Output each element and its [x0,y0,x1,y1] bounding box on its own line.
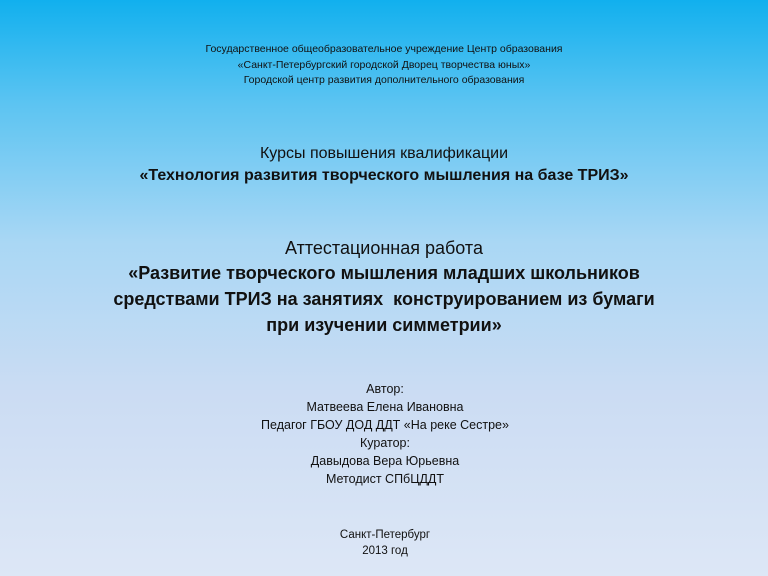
work-title-line-3: при изучении симметрии» [266,315,502,335]
curator-name: Давыдова Вера Юрьевна [310,454,460,468]
footer-city: Санкт-Петербург [339,529,431,541]
work-title-line-2: средствами ТРИЗ на занятиях конструированием из бумаги [113,289,655,309]
curator-position: Методист СПбЦДДТ [325,472,445,486]
author-name: Матвеева Елена Ивановна [306,400,464,414]
work-type: Аттестационная работа [285,238,483,258]
work-title-line-1: «Развитие творческого мышления младших школьников [128,263,640,283]
author-position: Педагог ГБОУ ДОД ДДТ «На реке Сестре» [261,418,509,432]
author-label: Автор: [366,382,404,396]
course-type: Курсы повышения квалификации [259,145,509,162]
footer-block [1,527,768,559]
institution-line-3: Городской центр развития дополнительного образования [243,74,525,86]
footer-year: 2013 год [362,545,408,557]
institution-line-2: «Санкт-Петербургский городской Дворец творчества юных» [237,58,531,71]
institution-header [0,42,768,89]
attestation-block [0,236,768,338]
course-name: «Технология развития творческого мышления на базе ТРИЗ» [139,167,629,184]
institution-line-1: Государственное общеобразовательное учреждение Центр образования [205,43,563,55]
authors-block [1,380,768,488]
curator-label: Куратор: [360,436,410,450]
courses-block [0,143,768,187]
